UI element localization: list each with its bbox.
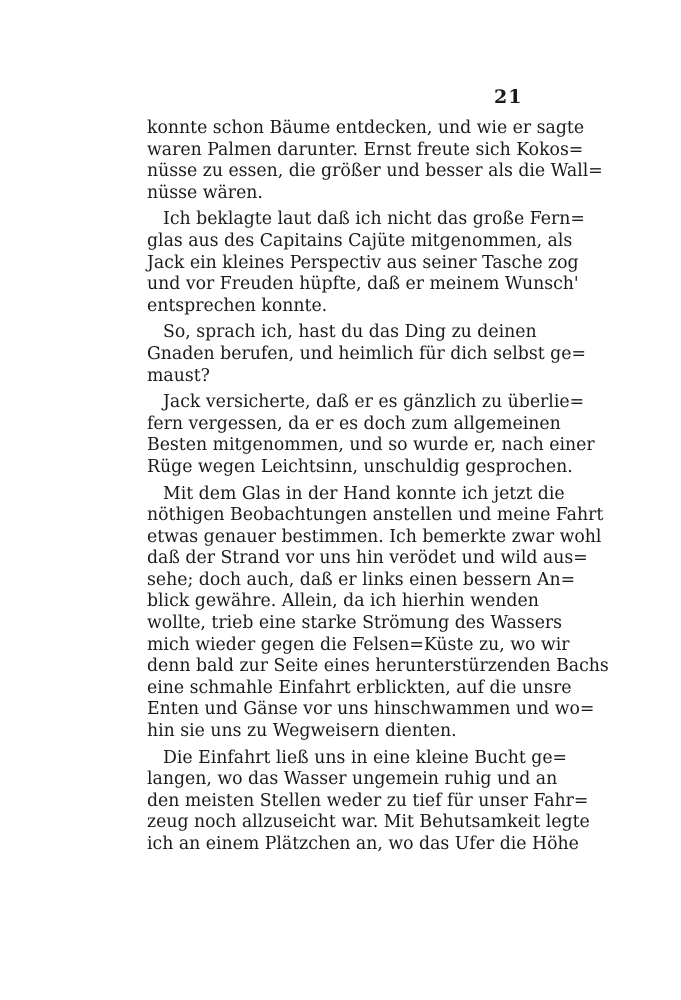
- text-line: etwas genauer bestimmen. Ich bemerkte zwar wohl: [147, 526, 602, 547]
- text-line: waren Palmen darunter. Ernst freute sich Kokos=: [147, 139, 584, 160]
- text-line: hin sie uns zu Wegweisern dienten.: [147, 721, 457, 742]
- text-line: denn bald zur Seite eines herunterstürzenden Bachs: [147, 656, 609, 677]
- text-line: fern vergessen, da er es doch zum allgemeinen: [147, 413, 561, 434]
- text-line: Ich beklagte laut daß ich nicht das große Fern=: [163, 209, 585, 230]
- text-line: ich an einem Plätzchen an, wo das Ufer die Höhe: [147, 834, 579, 854]
- text-line: wollte, trieb eine starke Strömung des Wassers: [147, 613, 563, 634]
- body-text: [147, 118, 609, 856]
- text-line: zeug noch allzuseicht war. Mit Behutsamkeit legte: [147, 812, 590, 833]
- text-line: blick gewähre. Allein, da ich hierhin wenden: [147, 591, 539, 612]
- text-line: Jack ein kleines Perspectiv aus seiner Tasche zog: [147, 252, 579, 273]
- text-line: nüsse wären.: [147, 182, 263, 203]
- text-line: mich wieder gegen die Felsen=Küste zu, wo wir: [147, 634, 570, 655]
- paragraph: [147, 322, 586, 387]
- text-line: Besten mitgenommen, und so wurde er, nach einer: [147, 435, 595, 456]
- paragraph: [147, 392, 595, 478]
- text-line: nöthigen Beobachtungen anstellen und meine Fahrt: [147, 505, 604, 526]
- text-line: Rüge wegen Leichtsinn, unschuldig gesprochen.: [147, 456, 573, 477]
- text-line: maust?: [147, 365, 210, 386]
- text-line: langen, wo das Wasser ungemein ruhig und an: [147, 769, 558, 790]
- paragraph: [147, 747, 590, 856]
- paragraph: [147, 118, 603, 204]
- text-line: nüsse zu essen, die größer und besser als die Wall=: [147, 161, 603, 182]
- text-line: eine schmahle Einfahrt erblickten, auf die unsre: [147, 677, 572, 698]
- text-line: Mit dem Glas in der Hand konnte ich jetzt die: [163, 483, 565, 504]
- text-line: So, sprach ich, hast du das Ding zu deinen: [163, 322, 537, 343]
- text-line: konnte schon Bäume entdecken, und wie er sagte: [147, 118, 585, 138]
- text-line: glas aus des Capitains Cajüte mitgenommen, als: [147, 230, 573, 251]
- text-line: entsprechen konnte.: [147, 295, 328, 316]
- text-line: den meisten Stellen weder zu tief für unser Fahr=: [147, 790, 589, 811]
- page-number: 21: [494, 86, 523, 108]
- text-line: Gnaden berufen, und heimlich für dich selbst ge=: [147, 343, 586, 364]
- text-line: daß der Strand vor uns hin verödet und wild aus=: [147, 548, 588, 569]
- text-line: und vor Freuden hüpfte, daß er meinem Wunsch': [147, 274, 579, 295]
- text-line: sehe; doch auch, daß er links einen bessern An=: [147, 569, 576, 590]
- text-line: Enten und Gänse vor uns hinschwammen und wo=: [147, 699, 595, 720]
- text-line: Jack versicherte, daß er es gänzlich zu überlie=: [163, 392, 585, 413]
- text-line: Die Einfahrt ließ uns in eine kleine Bucht ge=: [163, 747, 568, 768]
- paragraph: [147, 483, 609, 743]
- paragraph: [147, 209, 585, 317]
